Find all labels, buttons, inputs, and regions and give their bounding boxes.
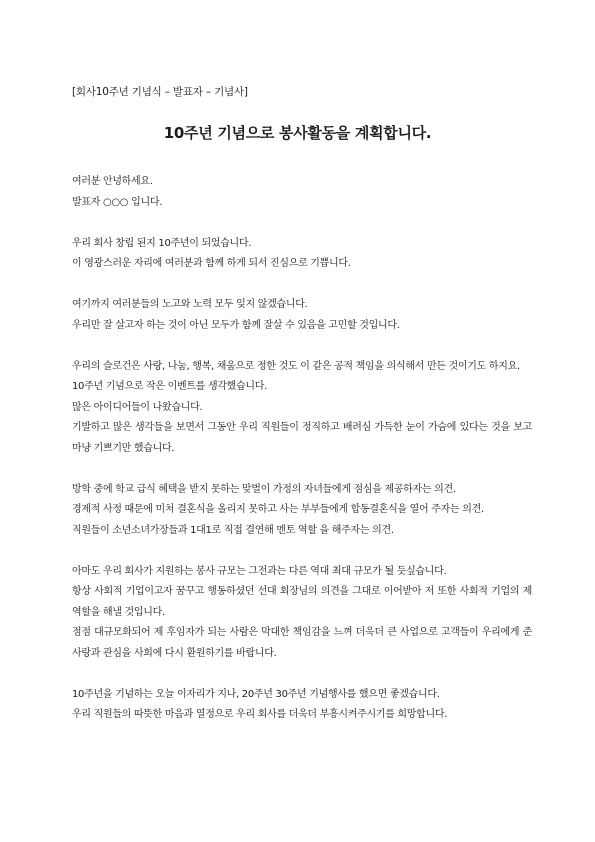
document-header-tag: [회사10주년 기념식 – 발표자 – 기념사]	[72, 86, 248, 98]
paragraph	[72, 234, 532, 275]
paragraph-line: 많은 아이디어들이 나왔습니다.	[72, 401, 203, 413]
paragraph-line: 점점 대규모화되어 제 후임자가 되는 사람은 막대한 책임감을 느껴 더욱더 큰 사업으로 고객들이 우리에게 준 사랑과 관심을 사회에 다시 환원하기를 바랍니다.	[72, 627, 532, 659]
paragraph-line: 여러분 안녕하세요.	[72, 176, 153, 187]
paragraph	[72, 562, 532, 665]
paragraph-line: 여기까지 여러분들의 노고와 노력 모두 잊지 않겠습니다.	[72, 299, 308, 310]
paragraph-line: 항상 사회적 기업이고자 꿈꾸고 행동하셨던 선대 회장님의 의견을 그대로 이어받아 저 또한 사회적 기업의 제 역할을 해낼 것입니다.	[72, 586, 532, 618]
document-body	[72, 172, 532, 726]
paragraph-line: 우리만 잘 살고자 하는 것이 아닌 모두가 함께 잘살 수 있음을 고민할 것입니다.	[72, 319, 400, 331]
paragraph-line: 경제적 사정 때문에 미처 결혼식을 올리지 못하고 사는 부부들에게 합동결혼식을 열어 주자는 의견.	[72, 504, 484, 515]
paragraph	[72, 480, 532, 542]
paragraph	[72, 357, 532, 460]
document-title: 10주년 기념으로 봉사활동을 계획합니다.	[163, 124, 432, 142]
paragraph-line: 이 영광스러운 자리에 여러분과 함께 하게 되서 진심으로 기쁩니다.	[72, 258, 351, 269]
paragraph-line: 직원들이 소년소녀가장들과 1대1로 직접 결연해 멘토 역할 을 해주자는 의견.	[72, 524, 394, 536]
paragraph-line: 아마도 우리 회사가 지원하는 봉사 규모는 그전과는 다른 역대 최대 규모가 될 듯싶습니다.	[72, 565, 447, 577]
paragraph-line: 우리의 슬로건은 사랑, 나눔, 행복, 채움으로 정한 것도 이 같은 공적 책임을 의식해서 만든 것이기도 하지요.	[72, 360, 520, 372]
paragraph-line: 기발하고 많은 생각들을 보면서 그동안 우리 직원들이 정직하고 배려심 가득한 눈이 가슴에 있다는 것을 보고 마냥 기쁘기만 했습니다.	[72, 422, 532, 454]
paragraph-line: 10주년 기념으로 작은 이벤트를 생각했습니다.	[72, 381, 267, 392]
paragraph-line: 10주년을 기념하는 오늘 이자리가 지나, 20주년 30주년 기념행사를 했으면 좋겠습니다.	[72, 688, 440, 700]
paragraph	[72, 172, 532, 213]
paragraph	[72, 685, 532, 726]
paragraph-line: 우리 직원들의 따뜻한 마음과 열정으로 우리 회사를 더욱더 부흥시켜주시기를 희망합니다.	[72, 709, 448, 720]
paragraph-line: 우리 회사 창립 된지 10주년이 되었습니다.	[72, 237, 252, 249]
paragraph-line: 방학 중에 학교 급식 혜택을 받지 못하는 맞벌이 가정의 자녀들에게 점심을 제공하자는 의견.	[72, 483, 456, 495]
paragraph-line: 발표자 ○○○ 입니다.	[72, 196, 163, 208]
paragraph	[72, 295, 532, 336]
